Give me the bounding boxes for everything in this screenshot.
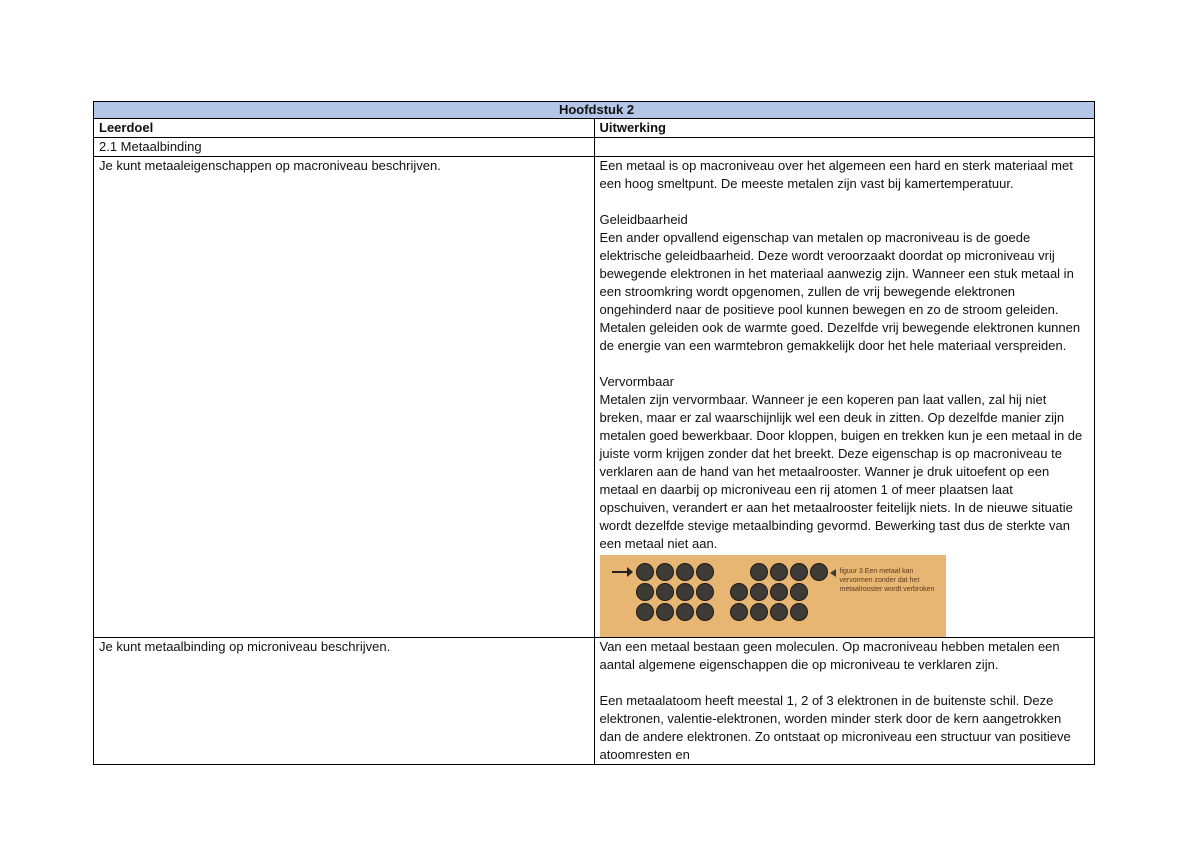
valence-paragraph: Een metaalatoom heeft meestal 1, 2 of 3 elektronen in de buitenste schil. Deze elektronen, valentie-elektronen, worden minder sterk door de kern aangetrokken dan de andere elektronen. Zo ontstaat op microniveau een structuur van positieve atoomresten en (599, 693, 1071, 762)
lattice-before (636, 563, 714, 621)
section-row (94, 138, 1095, 157)
intro-paragraph: Een metaal is op macroniveau over het algemeen een hard en sterk materiaal met een hoog smeltpunt. De meeste metalen zijn vast bij kamertemperatuur. (599, 158, 1073, 191)
heading-vervormbaar: Vervormbaar (599, 374, 674, 389)
chapter-title: Hoofdstuk 2 (94, 102, 1095, 119)
lattice-after (730, 563, 828, 621)
header-row (94, 119, 1095, 138)
table-row (94, 157, 1095, 638)
col-header-uitwerking: Uitwerking (594, 119, 1095, 138)
geleidbaarheid-paragraph: Een ander opvallend eigenschap van metalen op macroniveau is de goede elektrische geleidbaarheid. Deze wordt veroorzaakt doordat op microniveau vrij bewegende elektronen in het materiaal aanwezig zijn. Wanneer een stuk metaal in een stroomkring wordt opgenomen, zullen de vrij bewegende elektronen ongehinderd naar de positieve pool kunnen bewegen en zo de stroom geleiden. Metalen geleiden ook de warmte goed. Dezelfde vrij bewegende elektronen kunnen de energie van een warmtebron gemakkelijk door het hele materiaal verspreiden. (599, 230, 1081, 353)
figure-caption: figuur 3 Een metaal kan vervormen zonder dat het metaalrooster wordt verbroken (839, 568, 935, 593)
uitwerking-cell-macro (594, 157, 1095, 638)
heading-geleidbaarheid: Geleidbaarheid (599, 212, 688, 227)
section-label: 2.1 Metaalbinding (94, 138, 595, 157)
table-row (94, 638, 1095, 765)
vervormbaar-paragraph: Metalen zijn vervormbaar. Wanneer je een koperen pan laat vallen, zal hij niet breken, maar er zal waarschijnlijk wel een deuk in zitten. Op dezelfde manier zijn metalen goed bewerkbaar. Door kloppen, buigen en trekken kun je een metaal in de juiste vorm krijgen zonder dat het breekt. Deze eigenschap is op macroniveau te verklaren aan de hand van het metaalrooster. Wanner je druk uitoefent op een metaal en daarbij op microniveau een rij atomen 1 of meer plaatsen laat opschuiven, verandert er aan het metaalrooster feitelijk niets. In de nieuwe situatie wordt dezelfde stevige metaalbinding gevormd. Bewerking tast dus de sterkte van een metaal niet aan. (599, 392, 1083, 551)
uitwerking-cell-micro (594, 638, 1095, 765)
leerdoel-cell-micro: Je kunt metaalbinding op microniveau beschrijven. (94, 638, 595, 765)
molecules-paragraph: Van een metaal bestaan geen moleculen. Op macroniveau hebben metalen een aantal algemene eigenschappen die op microniveau te verklaren zijn. (599, 639, 1060, 672)
caption-pointer-icon (830, 569, 836, 577)
section-empty-cell (594, 138, 1095, 157)
arrow-icon (612, 571, 628, 573)
chapter-table (93, 101, 1095, 765)
col-header-leerdoel: Leerdoel (94, 119, 595, 138)
leerdoel-cell-macro: Je kunt metaaleigenschappen op macroniveau beschrijven. (94, 157, 595, 638)
title-row (94, 102, 1095, 119)
metal-lattice-figure (600, 555, 946, 637)
